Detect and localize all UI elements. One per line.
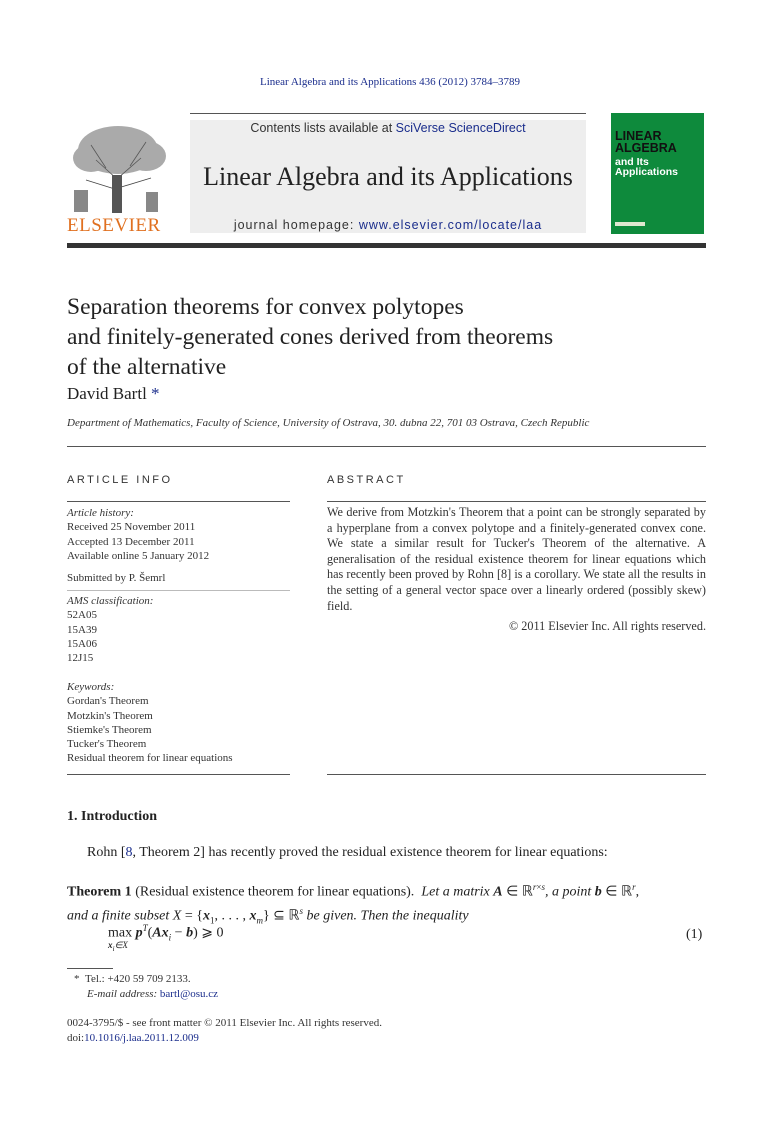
abstract-text: We derive from Motzkin's Theorem that a point can be strongly separated by a hyperplane from a convex polytope and a finitely-generated convex cone. We state a similar result for Tucker's Theorem of the alternative. A generalisation of the residual existence theorem for linear equations which has recently been proved by Rohn [8] is a corollary. We state all the results in the setting of a general vector space over a linearly ordered (possibly skew) field. xyxy=(327,505,706,613)
reference-link[interactable]: 8 xyxy=(125,845,133,860)
cover-title: LINEAR ALGEBRA xyxy=(615,129,677,155)
abstract-bottom-rule xyxy=(327,774,706,775)
affiliation: Department of Mathematics, Faculty of Science, University of Ostrava, 30. dubna 22, 701 03 Ostrava, Czech Republic xyxy=(67,417,590,429)
cover-strip xyxy=(615,222,645,226)
journal-homepage: journal homepage: www.elsevier.com/locate/laa xyxy=(233,218,543,232)
abstract-heading: ABSTRACT xyxy=(327,474,406,486)
publisher-logo: ELSEVIER xyxy=(67,215,161,236)
equation-1: $\max p^T(Ax_i - b)$ ⩾ 0 xyxy=(108,923,224,943)
footnote-email: E-mail address: bartl@osu.cz xyxy=(87,988,219,1000)
author-name: David Bartl * xyxy=(67,384,160,403)
article-info-rule xyxy=(67,501,290,502)
header-thick-rule xyxy=(67,243,706,248)
equation-number: (1) xyxy=(686,927,703,942)
paper-title: Separation theorems for convex polytopes and finitely-generated cones derived from theorems of the alternative xyxy=(67,294,554,380)
article-info-heading: ARTICLE INFO xyxy=(67,474,173,486)
theorem-1: Theorem 1 (Residual existence theorem for linear equations). Let a matrix A ∈ ℝ$^{r\times s}$, a point b ∈ ℝ$^r$, and a finite subset $X = \{x_1$, . . . , $x_m$} ⊆ ℝ$^s$ be given. Then the inequality xyxy=(67,882,640,926)
front-matter-line: 0024-3795/$ - see front matter © 2011 Elsevier Inc. All rights reserved. xyxy=(67,1017,382,1029)
footnote-rule xyxy=(67,968,113,969)
email-link[interactable]: bartl@osu.cz xyxy=(159,988,219,1000)
header-rule xyxy=(190,113,586,114)
doi-line: doi:10.1016/j.laa.2011.12.009 xyxy=(67,1032,199,1044)
journal-title: Linear Algebra and its Applications xyxy=(203,162,573,191)
article-history: Article history: Received 25 November 2011 Accepted 13 December 2011 Available online 5 January 2012 xyxy=(67,507,210,562)
title-rule xyxy=(67,446,706,447)
equation-subscript: $x_i\in X$ xyxy=(108,940,128,953)
footnote-tel: * Tel.: +420 59 709 2133. xyxy=(74,973,191,985)
sciencedirect-link[interactable]: SciVerse ScienceDirect xyxy=(395,121,526,135)
info-divider xyxy=(67,590,290,591)
homepage-link[interactable]: www.elsevier.com/locate/laa xyxy=(358,218,543,232)
abstract-copyright: © 2011 Elsevier Inc. All rights reserved. xyxy=(509,619,706,633)
keywords: Keywords: Gordan's Theorem Motzkin's Theorem Stiemke's Theorem Tucker's Theorem Residual theorem for linear equations xyxy=(67,681,233,765)
contents-line: Contents lists available at SciVerse ScienceDirect xyxy=(250,121,526,135)
cover-subtitle: and Its Applications xyxy=(615,156,679,178)
article-info-bottom-rule xyxy=(67,774,290,775)
submitted-by: Submitted by P. Šemrl xyxy=(67,572,166,584)
section-heading: 1. Introduction xyxy=(67,809,157,824)
ams-classification: AMS classification: 52A05 15A39 15A06 12J15 xyxy=(67,595,154,665)
abstract-rule xyxy=(327,501,706,502)
journal-citation[interactable]: Linear Algebra and its Applications 436 (2012) 3784–3789 xyxy=(260,76,520,88)
journal-cover xyxy=(611,113,704,234)
intro-paragraph: Rohn [8, Theorem 2] has recently proved the residual existence theorem for linear equations: xyxy=(87,845,608,860)
doi-link[interactable]: 10.1016/j.laa.2011.12.009 xyxy=(84,1032,199,1044)
author-footnote-mark[interactable]: * xyxy=(151,384,160,403)
